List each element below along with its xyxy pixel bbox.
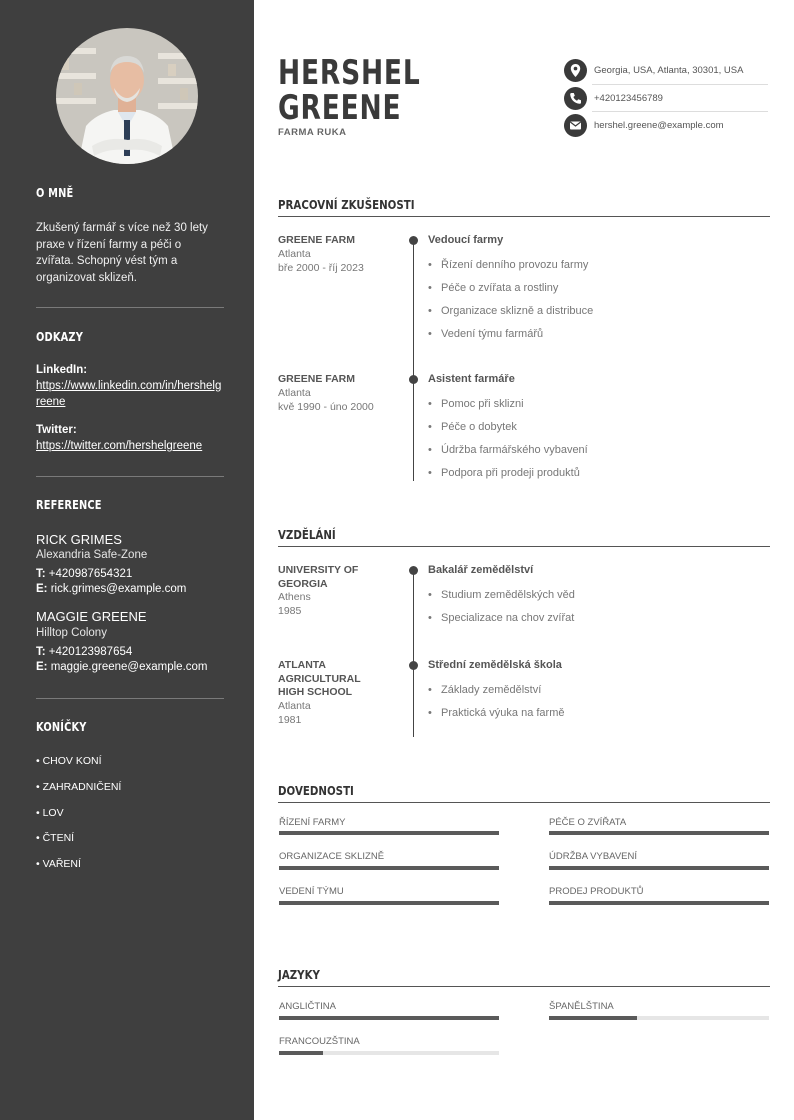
- skill-label: ŘÍZENÍ FARMY: [279, 817, 346, 828]
- school-location: Atlanta: [278, 700, 311, 712]
- sidebar: [0, 0, 254, 1120]
- hobby-item: • VAŘENÍ: [36, 858, 81, 870]
- employer-location: Atlanta: [278, 387, 311, 399]
- employer-location: Atlanta: [278, 248, 311, 260]
- timeline-dot: [409, 375, 418, 384]
- skill-label: PÉČE O ZVÍŘATA: [549, 817, 627, 828]
- hobby-item: • CHOV KONÍ: [36, 755, 102, 767]
- skill-bar: [279, 901, 499, 905]
- skill-bar-fill: [549, 831, 769, 835]
- skill-bar: [549, 901, 769, 905]
- job-duty: • Organizace sklizně a distribuce: [428, 305, 593, 317]
- timeline-dot: [409, 236, 418, 245]
- job-duty: • Vedení týmu farmářů: [428, 328, 543, 340]
- contact-divider: [592, 84, 768, 85]
- school-name: ATLANTA AGRICULTURAL HIGH SCHOOL: [278, 659, 361, 698]
- skill-bar: [549, 831, 769, 835]
- references-heading: REFERENCE: [36, 498, 102, 512]
- job-duty: • Podpora při prodeji produktů: [428, 467, 580, 479]
- job-title: FARMA RUKA: [278, 127, 347, 138]
- skill-bar-fill: [549, 866, 769, 870]
- job-duty: • Péče o dobytek: [428, 421, 517, 433]
- phone-text: +420123456789: [594, 93, 663, 104]
- school-name: UNIVERSITY OF GEORGIA: [278, 564, 359, 590]
- study-detail: • Studium zemědělských věd: [428, 589, 575, 601]
- skill-label: VEDENÍ TÝMU: [279, 886, 344, 897]
- links-heading: ODKAZY: [36, 330, 84, 344]
- employment-dates: kvě 1990 - úno 2000: [278, 401, 374, 413]
- profile-photo: [56, 28, 198, 164]
- school-location: Athens: [278, 591, 311, 603]
- about-text: Zkušený farmář s více než 30 lety praxe v řízení farmy a péči o zvířata. Schopný vést tým a organizovat sklizeň.: [36, 222, 208, 284]
- timeline-dot: [409, 566, 418, 575]
- hobby-item: • ZAHRADNIČENÍ: [36, 781, 122, 793]
- timeline-line: [413, 570, 414, 737]
- job-duty: • Péče o zvířata a rostliny: [428, 282, 558, 294]
- experience-heading: PRACOVNÍ ZKUŠENOSTI: [278, 197, 415, 212]
- job-role: Vedoucí farmy: [428, 234, 504, 246]
- twitter-label: Twitter:: [36, 424, 77, 436]
- graduation-year: 1985: [278, 605, 302, 617]
- hobby-item: • ČTENÍ: [36, 832, 75, 844]
- language-label: ŠPANĚLŠTINA: [549, 1001, 614, 1012]
- skill-bar-fill: [279, 866, 499, 870]
- education-heading: VZDĚLÁNÍ: [278, 527, 336, 542]
- language-bar-fill: [279, 1051, 323, 1055]
- section-rule: [278, 216, 770, 217]
- skill-bar-fill: [279, 901, 499, 905]
- envelope-icon: [564, 114, 587, 137]
- skill-bar-fill: [549, 901, 769, 905]
- language-bar-fill: [279, 1016, 499, 1020]
- hobbies-heading: KONÍČKY: [36, 720, 87, 734]
- email-text: hershel.greene@example.com: [594, 120, 724, 131]
- contact-divider: [592, 111, 768, 112]
- sidebar-divider: [36, 307, 224, 308]
- phone-icon: [564, 87, 587, 110]
- reference-phone: T: +420987654321: [36, 568, 133, 580]
- location-pin-icon: [564, 59, 587, 82]
- language-bar: [279, 1051, 499, 1055]
- reference-email: E: rick.grimes@example.com: [36, 583, 187, 595]
- candidate-name: HERSHEL GREENE: [278, 53, 421, 128]
- skill-label: ORGANIZACE SKLIZNĚ: [279, 851, 385, 862]
- timeline-line: [413, 240, 414, 481]
- reference-org: Hilltop Colony: [36, 627, 107, 639]
- job-duty: • Údržba farmářského vybavení: [428, 444, 588, 456]
- degree: Bakalář zemědělství: [428, 564, 534, 576]
- study-detail: • Specializace na chov zvířat: [428, 612, 574, 624]
- section-rule: [278, 802, 770, 803]
- linkedin-link[interactable]: https://www.linkedin.com/in/hershelgreene: [36, 380, 222, 408]
- timeline-dot: [409, 661, 418, 670]
- address-text: Georgia, USA, Atlanta, 30301, USA: [594, 65, 744, 76]
- language-label: ANGLIČTINA: [279, 1001, 337, 1012]
- sidebar-divider: [36, 476, 224, 477]
- reference-org: Alexandria Safe-Zone: [36, 549, 148, 561]
- degree: Střední zemědělská škola: [428, 659, 562, 671]
- study-detail: • Praktická výuka na farmě: [428, 707, 565, 719]
- job-duty: • Pomoc při sklizni: [428, 398, 524, 410]
- language-bar: [549, 1016, 769, 1020]
- skill-bar: [549, 866, 769, 870]
- languages-heading: JAZYKY: [278, 967, 320, 982]
- twitter-link[interactable]: https://twitter.com/hershelgreene: [36, 440, 203, 452]
- section-rule: [278, 546, 770, 547]
- skill-label: ÚDRŽBA VYBAVENÍ: [549, 851, 637, 862]
- reference-phone: T: +420123987654: [36, 646, 133, 658]
- skill-bar-fill: [279, 831, 499, 835]
- reference-name: MAGGIE GREENE: [36, 609, 147, 624]
- about-heading: O MNĚ: [36, 186, 74, 200]
- contact-phone: [564, 87, 768, 111]
- sidebar-divider: [36, 698, 224, 699]
- hobby-item: • LOV: [36, 807, 64, 819]
- employer-name: GREENE FARM: [278, 234, 356, 246]
- linkedin-label: LinkedIn:: [36, 364, 88, 376]
- job-role: Asistent farmáře: [428, 373, 515, 385]
- section-rule: [278, 986, 770, 987]
- skill-bar: [279, 831, 499, 835]
- reference-name: RICK GRIMES: [36, 532, 122, 547]
- contact-email: [564, 114, 768, 138]
- skill-label: PRODEJ PRODUKTŮ: [549, 886, 644, 897]
- job-duty: • Řízení denního provozu farmy: [428, 259, 588, 271]
- skills-heading: DOVEDNOSTI: [278, 783, 354, 798]
- language-bar-fill: [549, 1016, 637, 1020]
- reference-email: E: maggie.greene@example.com: [36, 661, 208, 673]
- employer-name: GREENE FARM: [278, 373, 356, 385]
- skill-bar: [279, 866, 499, 870]
- graduation-year: 1981: [278, 714, 302, 726]
- language-bar: [279, 1016, 499, 1020]
- contact-address: [564, 59, 768, 83]
- study-detail: • Základy zemědělství: [428, 684, 541, 696]
- language-label: FRANCOUZŠTINA: [279, 1036, 360, 1047]
- employment-dates: bře 2000 - říj 2023: [278, 262, 364, 274]
